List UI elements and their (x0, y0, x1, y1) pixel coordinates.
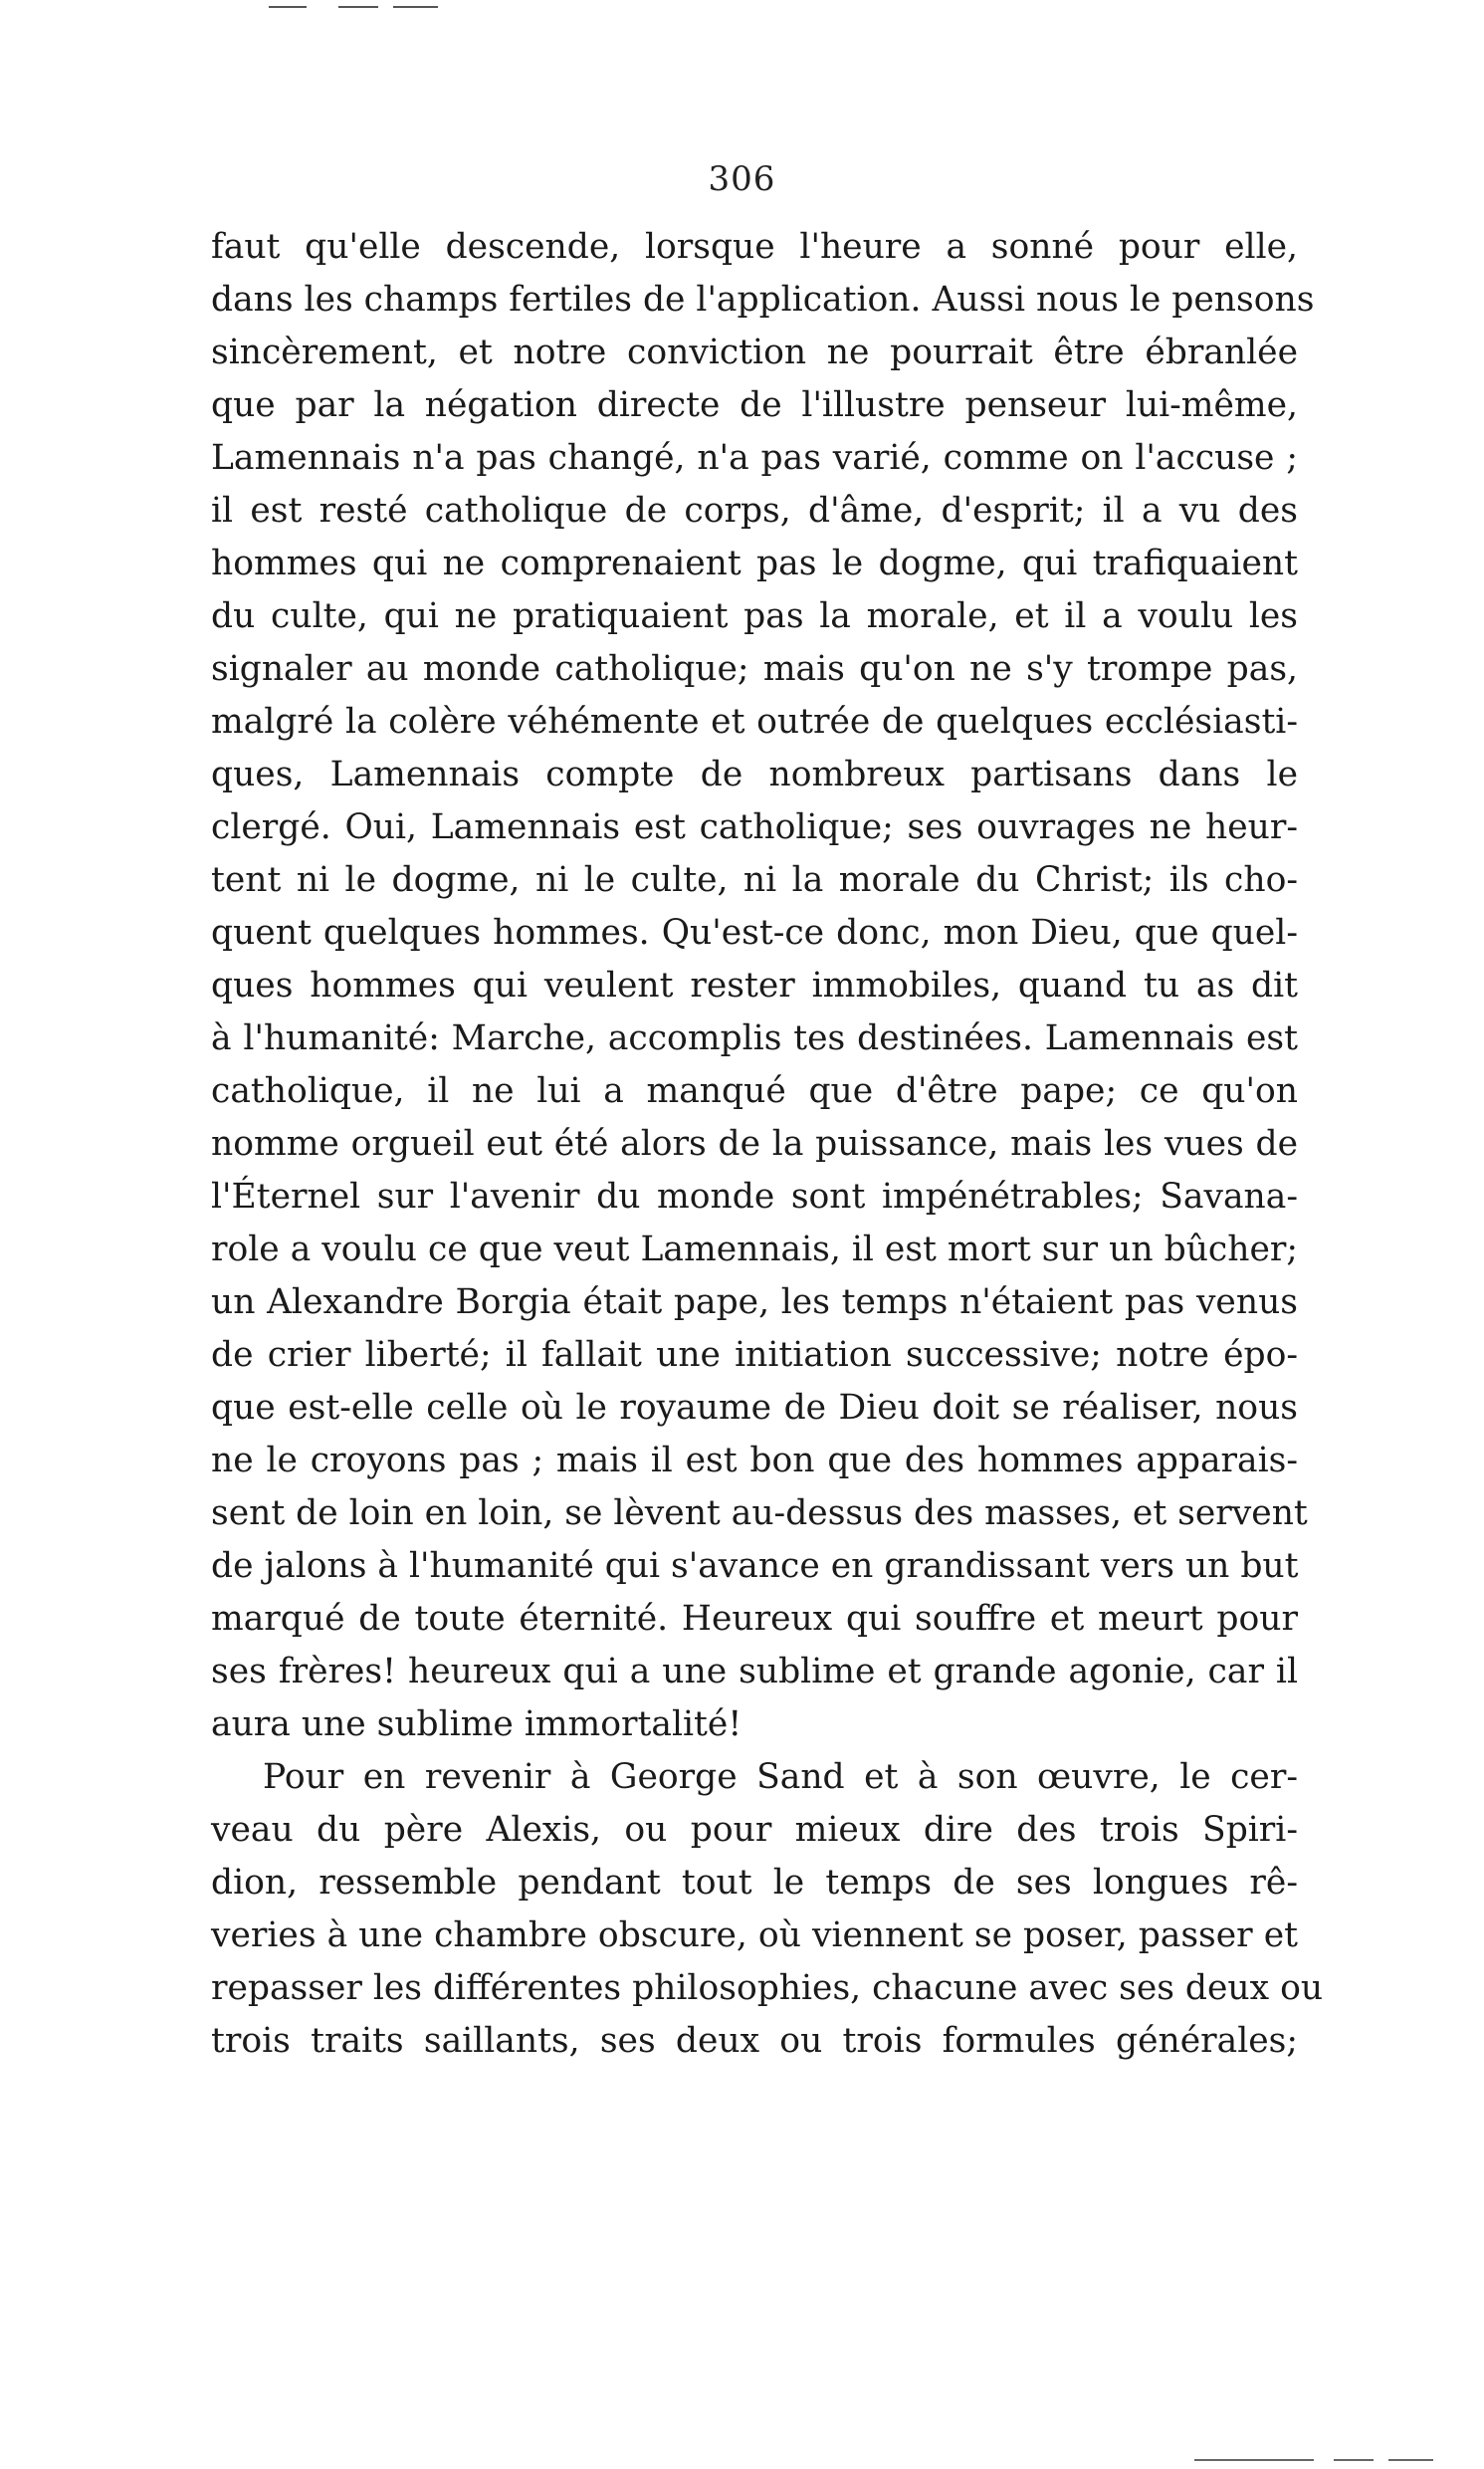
text-line: ne le croyons pas ; mais il est bon que des hommes apparais- (211, 1441, 1298, 1480)
text-line: sincèrement, et notre conviction ne pourrait être ébranlée (211, 333, 1298, 372)
text-line: veau du père Alexis, ou pour mieux dire des trois Spiri- (211, 1810, 1298, 1850)
text-line: ques hommes qui veulent rester immobiles, quand tu as dit (211, 966, 1298, 1006)
paragraph (211, 1751, 1324, 2068)
bottom-scan-rule (1388, 2459, 1433, 2461)
text-line: Lamennais n'a pas changé, n'a pas varié, comme on l'accuse ; (211, 438, 1298, 478)
bottom-scan-rule (1334, 2459, 1374, 2461)
top-scan-rule (338, 6, 378, 8)
text-line: l'Éternel sur l'avenir du monde sont impénétrables; Savana- (211, 1177, 1298, 1217)
text-line: dans les champs fertiles de l'application. Aussi nous le pensons (211, 280, 1315, 320)
page-number: 306 (708, 159, 776, 199)
text-line: du culte, qui ne pratiquaient pas la morale, et il a voulu les (211, 596, 1298, 636)
text-line: hommes qui ne comprenaient pas le dogme, qui trafiquaient (211, 544, 1298, 583)
text-line: tent ni le dogme, ni le culte, ni la morale du Christ; ils cho- (211, 860, 1298, 900)
top-scan-rule (269, 6, 307, 8)
top-scan-rule (393, 6, 438, 8)
text-line: un Alexandre Borgia était pape, les temps n'étaient pas venus (211, 1282, 1298, 1322)
text-line: faut qu'elle descende, lorsque l'heure a sonné pour elle, (211, 227, 1298, 267)
text-line: role a voulu ce que veut Lamennais, il est mort sur un bûcher; (211, 1230, 1298, 1269)
text-line: repasser les différentes philosophies, chacune avec ses deux ou (211, 1968, 1324, 2008)
text-line: de jalons à l'humanité qui s'avance en grandissant vers un but (211, 1546, 1299, 1586)
text-line: marqué de toute éternité. Heureux qui souffre et meurt pour (211, 1599, 1298, 1639)
bottom-scan-rule (1194, 2459, 1314, 2461)
text-line: ques, Lamennais compte de nombreux partisans dans le (211, 755, 1298, 794)
text-line: Pour en revenir à George Sand et à son œuvre, le cer- (263, 1757, 1298, 1797)
text-line: il est resté catholique de corps, d'âme, d'esprit; il a vu des (211, 491, 1298, 531)
text-line: malgré la colère véhémente et outrée de quelques ecclésiasti- (211, 702, 1298, 742)
text-line: dion, ressemble pendant tout le temps de ses longues rê- (211, 1863, 1298, 1903)
text-body (211, 221, 1324, 2068)
text-line: sent de loin en loin, se lèvent au-dessus des masses, et servent (211, 1493, 1308, 1533)
text-line: nomme orgueil eut été alors de la puissance, mais les vues de (211, 1124, 1298, 1164)
text-line: quent quelques hommes. Qu'est-ce donc, mon Dieu, que quel- (211, 913, 1298, 953)
text-line: que est-elle celle où le royaume de Dieu doit se réaliser, nous (211, 1388, 1298, 1428)
text-line: signaler au monde catholique; mais qu'on ne s'y trompe pas, (211, 649, 1298, 689)
text-line: trois traits saillants, ses deux ou trois formules générales; (211, 2021, 1298, 2061)
text-line: catholique, il ne lui a manqué que d'être pape; ce qu'on (211, 1071, 1298, 1111)
text-line: clergé. Oui, Lamennais est catholique; ses ouvrages ne heur- (211, 807, 1298, 847)
text-line: de crier liberté; il fallait une initiation successive; notre épo- (211, 1335, 1298, 1375)
text-line: ses frères! heureux qui a une sublime et grande agonie, car il (211, 1652, 1298, 1691)
text-line: à l'humanité: Marche, accomplis tes destinées. Lamennais est (211, 1018, 1298, 1058)
text-line: aura une sublime immortalité! (211, 1704, 742, 1744)
paragraph (211, 221, 1315, 1751)
text-line: veries à une chambre obscure, où viennent se poser, passer et (211, 1915, 1298, 1955)
text-line: que par la négation directe de l'illustre penseur lui-même, (211, 385, 1298, 425)
